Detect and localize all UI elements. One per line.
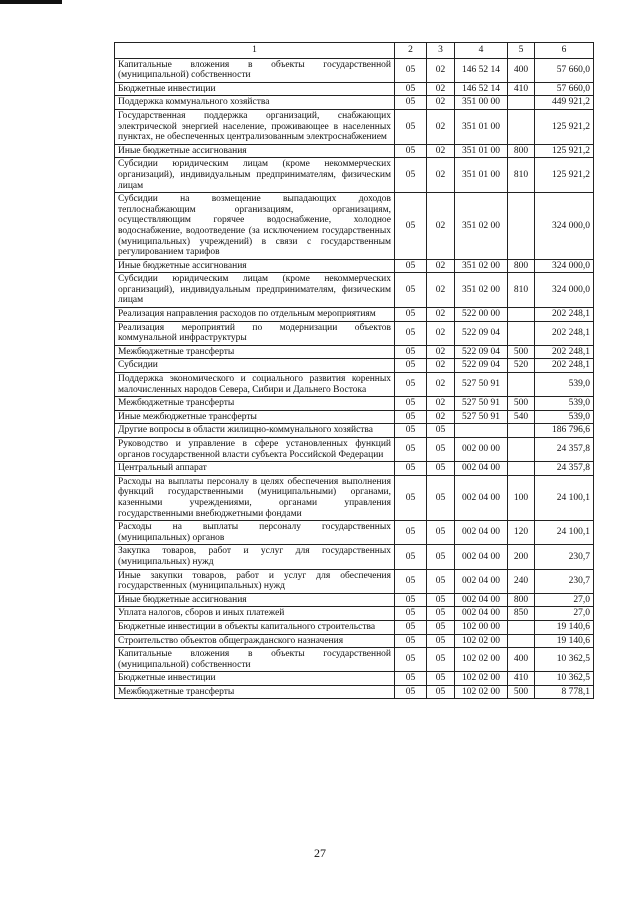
- row-name-cell: Реализация направления расходов по отдельным мероприятиям: [115, 308, 395, 322]
- table-row: [115, 321, 594, 345]
- expense-type-cell: [508, 373, 535, 397]
- amount-cell: 230,7: [535, 569, 594, 593]
- amount-cell: 24 357,8: [535, 438, 594, 462]
- subsection-code-cell: 02: [427, 144, 455, 158]
- amount-cell: 10 362,5: [535, 648, 594, 672]
- target-article-cell: 522 09 04: [455, 359, 508, 373]
- table-row: [115, 672, 594, 686]
- subsection-code-cell: 02: [427, 58, 455, 82]
- expense-type-cell: 100: [508, 475, 535, 520]
- section-code-cell: 05: [395, 620, 427, 634]
- row-name-cell: Руководство и управление в сфере установленных функций органов государственной власти субъекта Российской Федерации: [115, 438, 395, 462]
- row-name-cell: Бюджетные инвестиции: [115, 672, 395, 686]
- section-code-cell: 05: [395, 373, 427, 397]
- row-name-cell: Бюджетные инвестиции: [115, 82, 395, 96]
- row-name-cell: Реализация мероприятий по модернизации объектов коммунальной инфраструктуры: [115, 321, 395, 345]
- expense-type-cell: [508, 321, 535, 345]
- expense-type-cell: 120: [508, 521, 535, 545]
- expense-type-cell: 200: [508, 545, 535, 569]
- subsection-code-cell: 05: [427, 462, 455, 476]
- section-code-cell: 05: [395, 475, 427, 520]
- table-row: [115, 410, 594, 424]
- expense-type-cell: 410: [508, 82, 535, 96]
- expense-type-cell: 540: [508, 410, 535, 424]
- row-name-cell: Межбюджетные трансферты: [115, 397, 395, 411]
- target-article-cell: 351 01 00: [455, 144, 508, 158]
- expense-type-cell: 410: [508, 672, 535, 686]
- target-article-cell: 002 04 00: [455, 607, 508, 621]
- subsection-code-cell: 02: [427, 345, 455, 359]
- table-row: [115, 685, 594, 699]
- section-code-cell: 05: [395, 96, 427, 110]
- row-name-cell: Субсидии юридическим лицам (кроме некоммерческих организаций), индивидуальным предпринимателям, физическим лицам: [115, 158, 395, 193]
- expense-type-cell: 500: [508, 345, 535, 359]
- subsection-code-cell: 02: [427, 109, 455, 144]
- section-code-cell: 05: [395, 607, 427, 621]
- subsection-code-cell: 05: [427, 607, 455, 621]
- expense-type-cell: [508, 634, 535, 648]
- section-code-cell: 05: [395, 82, 427, 96]
- target-article-cell: 102 02 00: [455, 672, 508, 686]
- subsection-code-cell: 05: [427, 672, 455, 686]
- budget-table-body: [115, 58, 594, 699]
- target-article-cell: 002 04 00: [455, 475, 508, 520]
- table-row: [115, 620, 594, 634]
- amount-cell: 125 921,2: [535, 109, 594, 144]
- target-article-cell: 102 02 00: [455, 634, 508, 648]
- table-row: [115, 634, 594, 648]
- amount-cell: 24 357,8: [535, 462, 594, 476]
- subsection-code-cell: 02: [427, 96, 455, 110]
- page-number: 27: [314, 846, 326, 860]
- column-header: 1: [115, 43, 395, 59]
- row-name-cell: Иные бюджетные ассигнования: [115, 593, 395, 607]
- target-article-cell: 002 04 00: [455, 569, 508, 593]
- table-row: [115, 648, 594, 672]
- budget-table: [114, 42, 594, 699]
- amount-cell: 24 100,1: [535, 475, 594, 520]
- amount-cell: 202 248,1: [535, 308, 594, 322]
- section-code-cell: 05: [395, 462, 427, 476]
- section-code-cell: 05: [395, 424, 427, 438]
- section-code-cell: 05: [395, 273, 427, 308]
- row-name-cell: Расходы на выплаты персоналу в целях обеспечения выполнения функций государственными (муниципальными) органами, казенными учреждениями, органами управления государственными внебюджетными фондами: [115, 475, 395, 520]
- section-code-cell: 05: [395, 521, 427, 545]
- column-header: 2: [395, 43, 427, 59]
- section-code-cell: 05: [395, 321, 427, 345]
- target-article-cell: [455, 424, 508, 438]
- amount-cell: 539,0: [535, 373, 594, 397]
- section-code-cell: 05: [395, 648, 427, 672]
- section-code-cell: 05: [395, 593, 427, 607]
- expense-type-cell: 800: [508, 593, 535, 607]
- target-article-cell: 527 50 91: [455, 397, 508, 411]
- subsection-code-cell: 02: [427, 359, 455, 373]
- target-article-cell: 351 02 00: [455, 193, 508, 260]
- amount-cell: 24 100,1: [535, 521, 594, 545]
- expense-type-cell: 240: [508, 569, 535, 593]
- row-name-cell: Капитальные вложения в объекты государственной (муниципальной) собственности: [115, 58, 395, 82]
- section-code-cell: 05: [395, 259, 427, 273]
- subsection-code-cell: 05: [427, 685, 455, 699]
- target-article-cell: 351 02 00: [455, 273, 508, 308]
- amount-cell: 449 921,2: [535, 96, 594, 110]
- section-code-cell: 05: [395, 58, 427, 82]
- amount-cell: 539,0: [535, 397, 594, 411]
- amount-cell: 57 660,0: [535, 82, 594, 96]
- column-header: 5: [508, 43, 535, 59]
- row-name-cell: Строительство объектов общегражданского назначения: [115, 634, 395, 648]
- expense-type-cell: 810: [508, 273, 535, 308]
- expense-type-cell: 400: [508, 58, 535, 82]
- target-article-cell: 002 04 00: [455, 521, 508, 545]
- table-row: [115, 593, 594, 607]
- amount-cell: 125 921,2: [535, 158, 594, 193]
- scan-edge-mark: [0, 0, 62, 4]
- row-name-cell: Иные бюджетные ассигнования: [115, 144, 395, 158]
- amount-cell: 539,0: [535, 410, 594, 424]
- expense-type-cell: [508, 462, 535, 476]
- subsection-code-cell: 02: [427, 308, 455, 322]
- section-code-cell: 05: [395, 438, 427, 462]
- column-header: 4: [455, 43, 508, 59]
- expense-type-cell: 810: [508, 158, 535, 193]
- subsection-code-cell: 02: [427, 193, 455, 260]
- amount-cell: 8 778,1: [535, 685, 594, 699]
- section-code-cell: 05: [395, 359, 427, 373]
- amount-cell: 202 248,1: [535, 321, 594, 345]
- row-name-cell: Межбюджетные трансферты: [115, 685, 395, 699]
- section-code-cell: 05: [395, 397, 427, 411]
- amount-cell: 10 362,5: [535, 672, 594, 686]
- section-code-cell: 05: [395, 634, 427, 648]
- subsection-code-cell: 05: [427, 634, 455, 648]
- row-name-cell: Субсидии на возмещение выпадающих доходов теплоснабжающим организациям, организациям, осуществляющим горячее водоснабжение, холодное водоснабжение, водоотведение (за исключением государственных (муниципальных) учреждений) в связи с государственным регулированием тарифов: [115, 193, 395, 260]
- amount-cell: 19 140,6: [535, 634, 594, 648]
- row-name-cell: Иные закупки товаров, работ и услуг для обеспечения государственных (муниципальных) нужд: [115, 569, 395, 593]
- section-code-cell: 05: [395, 193, 427, 260]
- row-name-cell: Другие вопросы в области жилищно-коммунального хозяйства: [115, 424, 395, 438]
- expense-type-cell: 800: [508, 144, 535, 158]
- column-header: 3: [427, 43, 455, 59]
- target-article-cell: 002 04 00: [455, 593, 508, 607]
- table-row: [115, 109, 594, 144]
- subsection-code-cell: 02: [427, 373, 455, 397]
- table-row: [115, 397, 594, 411]
- subsection-code-cell: 02: [427, 82, 455, 96]
- table-row: [115, 308, 594, 322]
- subsection-code-cell: 05: [427, 593, 455, 607]
- target-article-cell: 351 01 00: [455, 158, 508, 193]
- document-page: [114, 42, 593, 699]
- table-row: [115, 462, 594, 476]
- table-row: [115, 607, 594, 621]
- section-code-cell: 05: [395, 685, 427, 699]
- target-article-cell: 002 00 00: [455, 438, 508, 462]
- subsection-code-cell: 02: [427, 158, 455, 193]
- row-name-cell: Иные межбюджетные трансферты: [115, 410, 395, 424]
- row-name-cell: Государственная поддержка организаций, снабжающих электрической энергией население, проживающее в населенных пунктах, не обеспеченных централизованным электроснабжением: [115, 109, 395, 144]
- table-row: [115, 521, 594, 545]
- expense-type-cell: [508, 308, 535, 322]
- table-row: [115, 273, 594, 308]
- table-row: [115, 158, 594, 193]
- amount-cell: 202 248,1: [535, 359, 594, 373]
- column-header: 6: [535, 43, 594, 59]
- table-row: [115, 424, 594, 438]
- subsection-code-cell: 05: [427, 475, 455, 520]
- amount-cell: 230,7: [535, 545, 594, 569]
- subsection-code-cell: 05: [427, 648, 455, 672]
- row-name-cell: Капитальные вложения в объекты государственной (муниципальной) собственности: [115, 648, 395, 672]
- section-code-cell: 05: [395, 158, 427, 193]
- row-name-cell: Иные бюджетные ассигнования: [115, 259, 395, 273]
- subsection-code-cell: 02: [427, 410, 455, 424]
- amount-cell: 19 140,6: [535, 620, 594, 634]
- target-article-cell: 102 02 00: [455, 685, 508, 699]
- amount-cell: 324 000,0: [535, 193, 594, 260]
- expense-type-cell: 500: [508, 685, 535, 699]
- expense-type-cell: [508, 96, 535, 110]
- section-code-cell: 05: [395, 345, 427, 359]
- subsection-code-cell: 05: [427, 438, 455, 462]
- subsection-code-cell: 02: [427, 273, 455, 308]
- row-name-cell: Субсидии: [115, 359, 395, 373]
- row-name-cell: Бюджетные инвестиции в объекты капитального строительства: [115, 620, 395, 634]
- section-code-cell: 05: [395, 545, 427, 569]
- subsection-code-cell: 02: [427, 321, 455, 345]
- amount-cell: 324 000,0: [535, 273, 594, 308]
- expense-type-cell: [508, 438, 535, 462]
- column-number-row: [115, 43, 594, 59]
- expense-type-cell: 500: [508, 397, 535, 411]
- expense-type-cell: [508, 424, 535, 438]
- target-article-cell: 102 00 00: [455, 620, 508, 634]
- amount-cell: 186 796,6: [535, 424, 594, 438]
- section-code-cell: 05: [395, 410, 427, 424]
- subsection-code-cell: 02: [427, 259, 455, 273]
- expense-type-cell: 520: [508, 359, 535, 373]
- section-code-cell: 05: [395, 144, 427, 158]
- amount-cell: 125 921,2: [535, 144, 594, 158]
- amount-cell: 27,0: [535, 607, 594, 621]
- subsection-code-cell: 05: [427, 569, 455, 593]
- amount-cell: 202 248,1: [535, 345, 594, 359]
- target-article-cell: 527 50 91: [455, 373, 508, 397]
- section-code-cell: 05: [395, 308, 427, 322]
- table-row: [115, 438, 594, 462]
- table-row: [115, 569, 594, 593]
- expense-type-cell: 850: [508, 607, 535, 621]
- table-row: [115, 58, 594, 82]
- target-article-cell: 146 52 14: [455, 58, 508, 82]
- table-row: [115, 545, 594, 569]
- expense-type-cell: [508, 620, 535, 634]
- table-row: [115, 144, 594, 158]
- target-article-cell: 102 02 00: [455, 648, 508, 672]
- table-row: [115, 96, 594, 110]
- expense-type-cell: [508, 193, 535, 260]
- row-name-cell: Центральный аппарат: [115, 462, 395, 476]
- section-code-cell: 05: [395, 672, 427, 686]
- row-name-cell: Субсидии юридическим лицам (кроме некоммерческих организаций), индивидуальным предпринимателям, физическим лицам: [115, 273, 395, 308]
- target-article-cell: 522 09 04: [455, 321, 508, 345]
- table-row: [115, 259, 594, 273]
- table-row: [115, 373, 594, 397]
- row-name-cell: Расходы на выплаты персоналу государственных (муниципальных) органов: [115, 521, 395, 545]
- table-row: [115, 82, 594, 96]
- subsection-code-cell: 05: [427, 620, 455, 634]
- expense-type-cell: 800: [508, 259, 535, 273]
- target-article-cell: 527 50 91: [455, 410, 508, 424]
- target-article-cell: 522 00 00: [455, 308, 508, 322]
- amount-cell: 57 660,0: [535, 58, 594, 82]
- subsection-code-cell: 05: [427, 545, 455, 569]
- table-row: [115, 345, 594, 359]
- expense-type-cell: 400: [508, 648, 535, 672]
- amount-cell: 324 000,0: [535, 259, 594, 273]
- row-name-cell: Поддержка экономического и социального развития коренных малочисленных народов Севера, Сибири и Дальнего Востока: [115, 373, 395, 397]
- row-name-cell: Уплата налогов, сборов и иных платежей: [115, 607, 395, 621]
- target-article-cell: 146 52 14: [455, 82, 508, 96]
- target-article-cell: 351 00 00: [455, 96, 508, 110]
- section-code-cell: 05: [395, 569, 427, 593]
- subsection-code-cell: 02: [427, 397, 455, 411]
- table-row: [115, 359, 594, 373]
- row-name-cell: Межбюджетные трансферты: [115, 345, 395, 359]
- target-article-cell: 351 01 00: [455, 109, 508, 144]
- target-article-cell: 351 02 00: [455, 259, 508, 273]
- expense-type-cell: [508, 109, 535, 144]
- target-article-cell: 002 04 00: [455, 545, 508, 569]
- target-article-cell: 522 09 04: [455, 345, 508, 359]
- subsection-code-cell: 05: [427, 424, 455, 438]
- table-row: [115, 193, 594, 260]
- subsection-code-cell: 05: [427, 521, 455, 545]
- target-article-cell: 002 04 00: [455, 462, 508, 476]
- amount-cell: 27,0: [535, 593, 594, 607]
- row-name-cell: Поддержка коммунального хозяйства: [115, 96, 395, 110]
- section-code-cell: 05: [395, 109, 427, 144]
- row-name-cell: Закупка товаров, работ и услуг для государственных (муниципальных) нужд: [115, 545, 395, 569]
- table-row: [115, 475, 594, 520]
